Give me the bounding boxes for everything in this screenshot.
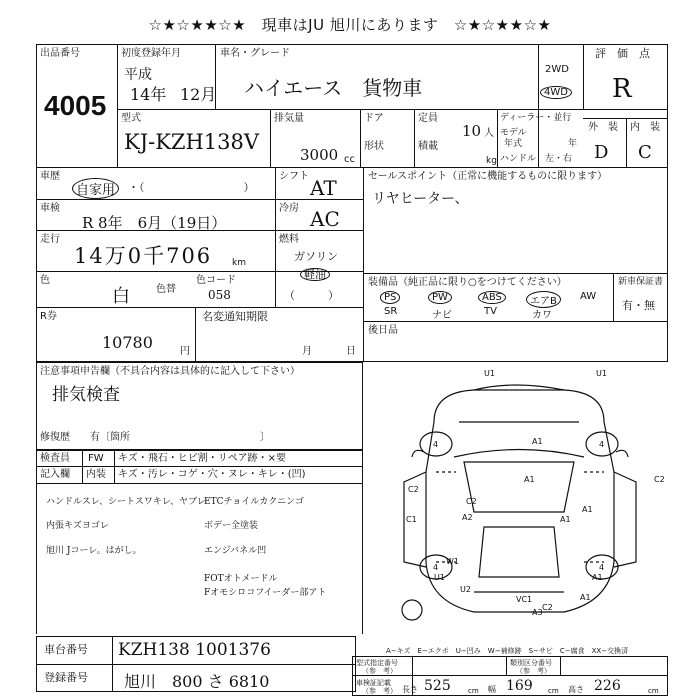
capacity-value: 10 <box>462 122 482 140</box>
remark-3: 旭川 Jコーレ。はがし。 <box>46 546 142 556</box>
length-value: 525 <box>424 678 451 694</box>
fuel-gasoline: ガソリン <box>294 250 338 263</box>
size-sub: （参 考） <box>362 687 397 695</box>
tire-rl: 4 <box>433 563 439 572</box>
class-no-label: 類別区分番号 <box>510 659 552 667</box>
displacement-unit: cc <box>344 154 355 165</box>
model-label: 型式 <box>121 113 141 124</box>
length-label: 長さ <box>402 685 418 694</box>
ext-grade: D <box>594 142 609 163</box>
remark-2: 内張キズヨゴレ <box>46 521 109 531</box>
designation-sub: （参 考） <box>362 667 397 675</box>
remark-8: Fオモシロコフイーダー部アト <box>204 588 327 598</box>
drive-4wd: 4WD <box>540 86 572 99</box>
mileage-unit: km <box>232 258 246 268</box>
equip-tv: TV <box>484 306 497 317</box>
mark-6: A1 <box>560 515 571 524</box>
name-change-label: 名変通知期限 <box>202 310 268 323</box>
shape-label: 形状 <box>364 141 384 152</box>
year-label: 年式 <box>504 139 523 149</box>
reg-month: 12月 <box>180 85 217 104</box>
remark-4: ETCチョイルカクニンゴ <box>204 497 305 507</box>
class-no-sub: （参 考） <box>516 667 551 675</box>
drive-2wd: 2WD <box>545 64 569 75</box>
recycle-value: 10780 <box>102 333 153 352</box>
height-value: 226 <box>594 678 621 694</box>
sales-point-label: セールスポイント（正常に機能するものに限ります） <box>368 171 608 182</box>
aircon-value: AC <box>310 207 340 231</box>
mark-17: VC1 <box>516 595 533 604</box>
tire-rr: 4 <box>599 563 605 572</box>
history-value: 自家用 <box>72 178 119 199</box>
inspector-row1: キズ・飛石・ヒビ割・リペア跡・×要 <box>118 453 286 464</box>
mark-12: A1 <box>592 573 603 582</box>
car-damage-diagram <box>364 362 668 642</box>
reg-year-label: 初度登録年月 <box>121 48 181 59</box>
tire-fr: 4 <box>599 440 605 449</box>
mark-2: U1 <box>596 369 607 378</box>
registration-value: 旭川 800 さ 6810 <box>124 672 270 691</box>
recycle-unit: 円 <box>180 346 190 357</box>
mark-7: C2 <box>408 485 419 494</box>
reg-year: 14年 <box>130 85 167 104</box>
name-change-month: 月 <box>302 346 312 357</box>
name-change-day: 日 <box>346 346 356 357</box>
inspection-label: 車検 <box>40 203 60 214</box>
mark-11: A2 <box>462 513 473 522</box>
history-other: ・（ ） <box>128 181 255 194</box>
banner: ☆★☆★★☆★ 現車はJU 旭川にあります ☆★☆★★☆★ <box>148 16 552 34</box>
capacity-unit: 人 <box>484 128 494 139</box>
height-unit: cm <box>648 687 659 695</box>
grade-value: R <box>612 74 632 104</box>
model-value: KJ-KZH138V <box>124 130 260 154</box>
load-unit: kg <box>486 156 497 166</box>
designation-label: 型式指定番号 <box>356 659 398 667</box>
history-label: 車歴 <box>40 171 60 182</box>
mark-9: C2 <box>466 497 477 506</box>
shift-value: AT <box>310 176 337 200</box>
int-grade: C <box>638 142 652 163</box>
displacement-value: 3000 <box>300 146 339 164</box>
equip-leather: カワ <box>532 310 552 321</box>
lot-number: 4005 <box>44 90 107 121</box>
mark-1: U1 <box>484 369 495 378</box>
repair-label: 修復歴 有〔箇所 〕 <box>40 432 270 443</box>
remark-7: FOTオトメードル <box>204 574 278 584</box>
height-label: 高さ <box>568 685 584 694</box>
equip-pw: PW <box>428 291 452 304</box>
equipment-label: 装備品（純正品に限り○をつけてください） <box>368 277 567 288</box>
mark-14: U2 <box>460 585 471 594</box>
equip-abs: ABS <box>478 291 506 304</box>
options-label: 後日品 <box>368 325 398 336</box>
int-label: 内 装 <box>630 122 660 133</box>
color-label: 色 <box>40 275 50 286</box>
year-unit: 年 <box>568 139 578 149</box>
fuel-label: 燃料 <box>279 234 299 245</box>
fuel-diesel: 軽油 <box>300 268 330 281</box>
color-code: 058 <box>208 288 231 302</box>
chassis-label: 車台番号 <box>44 643 88 656</box>
inspection-value: R 8年 6月（19日） <box>82 214 227 232</box>
model-year-label: モデル <box>500 128 527 138</box>
capacity-label: 定員 <box>418 113 438 124</box>
shift-label: シフト <box>279 171 309 182</box>
mark-3: A1 <box>532 437 543 446</box>
recycle-label: R券 <box>40 311 57 322</box>
displacement-label: 排気量 <box>274 113 304 124</box>
load-label: 積載 <box>418 141 438 152</box>
car-name-value: ハイエース 貨物車 <box>244 76 423 100</box>
width-unit: cm <box>548 687 559 695</box>
lot-label: 出品番号 <box>40 48 80 59</box>
inspector-label-1: 検査員 <box>40 453 70 464</box>
aircon-label: 冷房 <box>279 203 299 214</box>
car-name-label: 車名・グレード <box>220 48 290 59</box>
notes-value: 排気検査 <box>52 385 120 405</box>
width-value: 169 <box>506 678 533 694</box>
mark-13: W1 <box>446 557 459 566</box>
mark-5: A1 <box>582 505 593 514</box>
inspector-row2: キズ・汚レ・コゲ・穴・ヌレ・キレ・(凹) <box>118 469 306 480</box>
reg-era: 平成 <box>124 67 152 83</box>
sales-point-value: リヤヒーター、 <box>372 191 469 207</box>
remark-5: ボデー全塗装 <box>204 521 259 531</box>
chassis-value: KZH138 1001376 <box>118 640 271 660</box>
notes-label: 注意事項申告欄（不具合内容は具体的に記入して下さい） <box>40 366 300 377</box>
size-label: 車検証記載 <box>356 679 391 687</box>
remark-1: ハンドルスレ、シートスワキレ、ヤブレ <box>46 497 206 507</box>
equip-airbag: エアB <box>526 291 561 308</box>
color-code-label: 色コード <box>196 275 236 286</box>
mark-10: C1 <box>406 515 417 524</box>
tire-fl: 4 <box>433 440 439 449</box>
mileage-label: 走行 <box>40 234 60 245</box>
equip-ps: PS <box>380 291 400 304</box>
ext-label: 外 装 <box>588 122 618 133</box>
mark-15: U1 <box>434 573 445 582</box>
mark-18: A1 <box>580 593 591 602</box>
inspector-interior: 内装 <box>86 469 106 480</box>
mark-8: C2 <box>654 475 665 484</box>
warranty-value: 有・無 <box>622 299 655 312</box>
inspector-fw: FW <box>88 453 104 464</box>
doors-label: ドア <box>364 113 384 124</box>
mileage-value: 14万0千706 <box>74 244 213 268</box>
remark-6: エンジバネル凹 <box>204 546 267 556</box>
equip-navi: ナビ <box>432 310 452 321</box>
fuel-other: （ ） <box>284 289 339 302</box>
warranty-label: 新車保証書 <box>618 277 664 287</box>
mark-16: A3 <box>532 608 543 617</box>
equip-sr: SR <box>384 306 398 317</box>
handle-label: ハンドル 左・右 <box>500 154 573 164</box>
length-unit: cm <box>468 687 479 695</box>
equip-aw: AW <box>580 291 597 302</box>
width-label: 幅 <box>488 685 496 694</box>
mark-4: A1 <box>524 475 535 484</box>
registration-label: 登録番号 <box>44 671 88 684</box>
dealer-label: ディーラー・並行 <box>500 113 572 123</box>
color-change-label: 色替 <box>156 284 176 295</box>
damage-legend: A−キズ E−エクボ U−凹み W−補修跡 S−サビ C−腐食 XX−交換済 <box>386 647 629 655</box>
grade-label: 評 価 点 <box>595 47 650 60</box>
color-value: 白 <box>112 286 130 307</box>
inspector-label-2: 記入欄 <box>40 469 70 480</box>
mark-19: C2 <box>542 603 553 612</box>
